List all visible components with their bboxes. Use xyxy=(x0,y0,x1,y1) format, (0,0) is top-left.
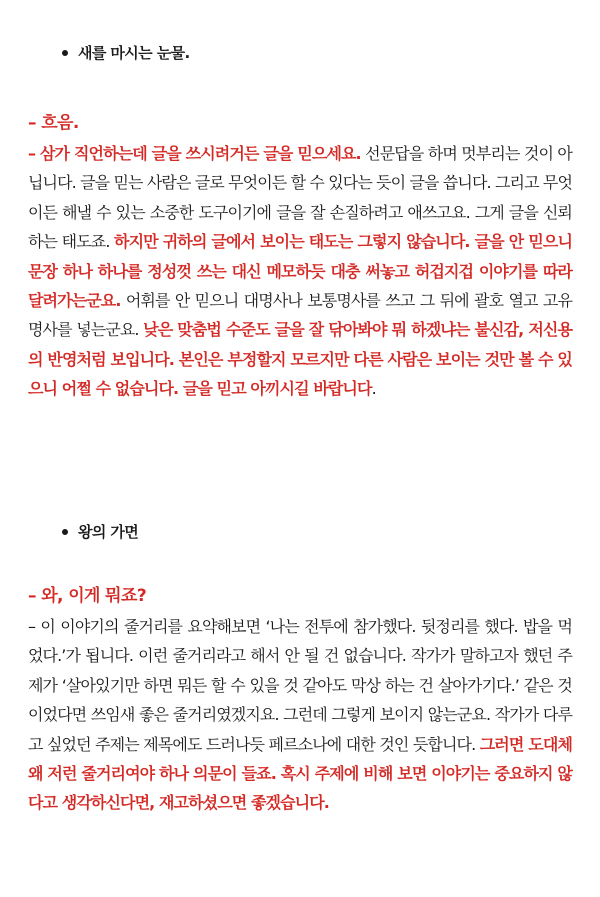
question-line: – 흐음. xyxy=(28,113,79,133)
review-section-1 xyxy=(28,42,572,404)
answer-paragraph xyxy=(28,139,572,404)
answer-text: – 이 이야기의 줄거리를 요약해보면 ‘나는 전투에 참가했다. 뒷정리를 했다. 밥을 먹었다.’가 됩니다. 이런 줄거리라고 해서 안 될 건 없습니다. 작가가 말하고자 했던 주제가 ‘살아있기만 하면 뭐든 할 수 있을 것 같아도 막상 하는 건 살아가기다.’ 같은 것이었다면 쓰임새 좋은 줄거리였겠지요. 그런데 그렇게 보이지 않는군요. 작가가 다루고 싶었던 주제는 제목에도 드러나듯 페르소나에 대한 것인 듯합니다. xyxy=(28,617,572,754)
answer-text: 어휘를 안 믿으니 대명사나 보통명사를 쓰고 그 뒤에 괄호 열고 고유명사를 넣는군요. xyxy=(28,291,572,340)
section-title: 새를 마시는 눈물. xyxy=(78,44,190,62)
answer-red-text: 낮은 맞춤법 수준도 글을 잘 닦아봐야 뭐 하겠냐는 불신감, 저신용의 반영처럼 보입니다. 본인은 부정할지 모르지만 다른 사람은 보이는 것만 볼 수 있으니 어쩔 수 없습니다. 글을 믿고 아끼시길 바랍니다 xyxy=(28,320,572,399)
section-title: 왕의 가면 xyxy=(78,523,139,541)
bullet-icon xyxy=(62,50,68,56)
section-heading xyxy=(28,42,572,63)
answer-text: . xyxy=(371,379,376,399)
bullet-icon xyxy=(62,529,68,535)
section-heading xyxy=(28,521,572,542)
answer-paragraph xyxy=(28,612,572,818)
answer-text: 선문답을 하며 멋부리는 것이 아닙니다. 글을 믿는 사람은 글로 무엇이든 할 수 있다는 듯이 글을 씁니다. 그리고 무엇이든 해낼 수 있는 소중한 도구이기에 글을 잘 손질하려고 애쓰고요. 그게 글을 신뢰하는 태도죠. xyxy=(28,144,572,252)
answer-red-text: 하지만 귀하의 글에서 보이는 태도는 그렇지 않습니다. 글을 안 믿으니 문장 하나 하나를 정성껏 쓰는 대신 메모하듯 대충 써놓고 허겁지겁 이야기를 따라 달려가는군요. xyxy=(28,232,572,311)
review-section-2 xyxy=(28,521,572,818)
answer-red-text: 그러면 도대체 왜 저런 줄거리여야 하나 의문이 들죠. 혹시 주제에 비해 보면 이야기는 중요하지 않다고 생각하신다면, 재고하셨으면 좋겠습니다. xyxy=(28,734,572,813)
answer-red-text: – 삼가 직언하는데 글을 쓰시려거든 글을 믿으세요. xyxy=(28,144,361,163)
question-line: – 와, 이게 뭐죠? xyxy=(28,586,147,606)
